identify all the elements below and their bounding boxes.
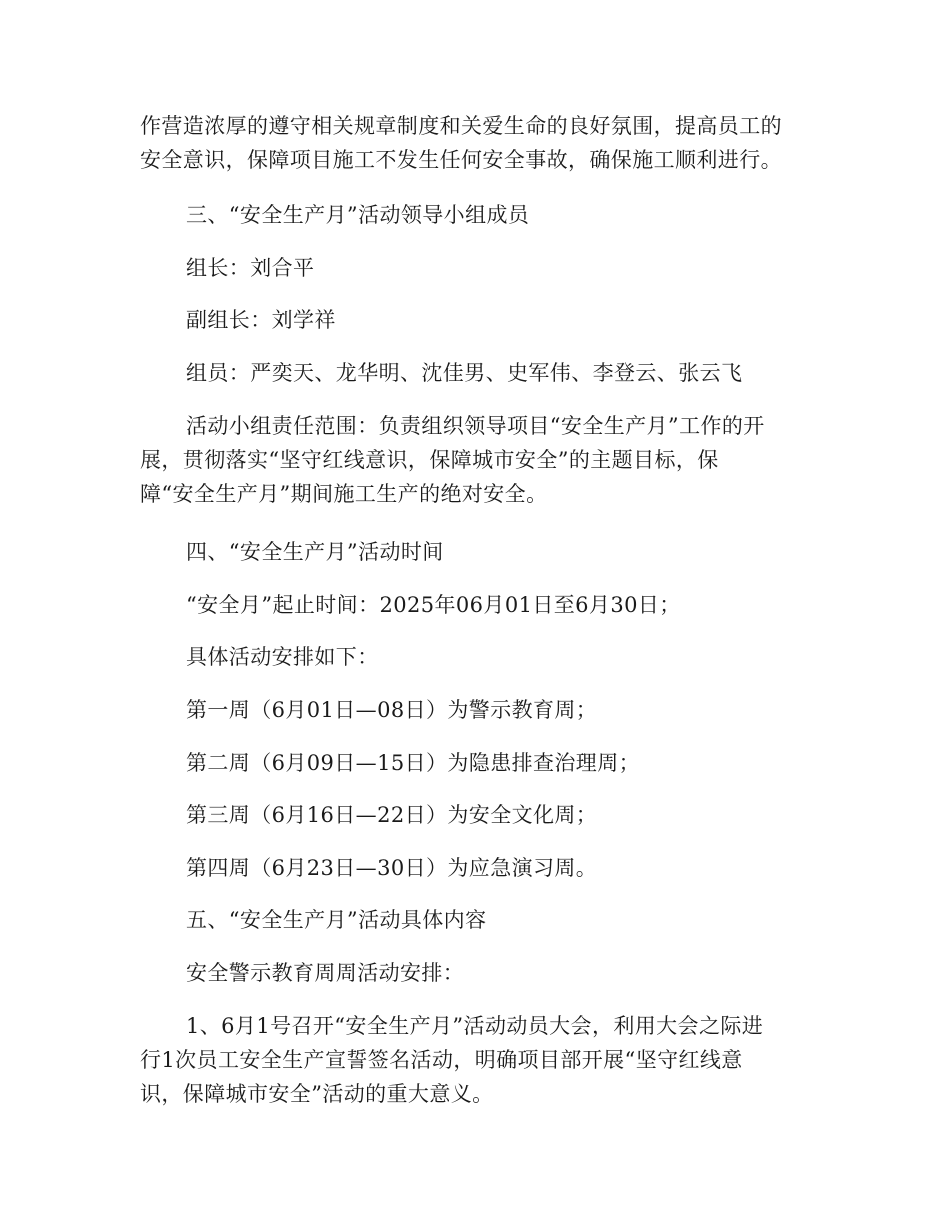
text-line: 第一周（6月01日—08日）为警示教育周；	[186, 698, 598, 722]
schedule-week-1	[140, 693, 820, 727]
schedule-week-3	[140, 798, 820, 832]
text-line: 三、“安全生产月”活动领导小组成员	[186, 203, 530, 227]
list-item-1	[140, 1009, 820, 1111]
section-3-heading	[140, 198, 820, 232]
text-line: “安全月”起止时间：2025年06月01日至6月30日；	[186, 593, 681, 617]
group-responsibility	[140, 409, 820, 511]
text-line: 安全警示教育周周活动安排：	[186, 961, 465, 985]
text-line: 作营造浓厚的遵守相关规章制度和关爱生命的良好氛围，提高员工的	[140, 114, 782, 138]
text-line: 行1次员工安全生产宣誓签名活动，明确项目部开展“坚守红线意	[140, 1048, 743, 1072]
section-4-heading	[140, 535, 820, 569]
text-line: 1、6月1号召开“安全生产月”活动动员大会，利用大会之际进	[186, 1014, 764, 1038]
text-line: 四、“安全生产月”活动时间	[186, 540, 444, 564]
warning-week-heading	[140, 956, 820, 990]
paragraph-intro-continuation	[140, 109, 820, 177]
text-line: 组长：刘合平	[186, 256, 315, 280]
text-line: 五、“安全生产月”活动具体内容	[186, 908, 487, 932]
text-line: 安全意识，保障项目施工不发生任何安全事故，确保施工顺利进行。	[140, 148, 782, 172]
group-members	[140, 356, 820, 390]
text-line: 第三周（6月16日—22日）为安全文化周；	[186, 803, 598, 827]
deputy-leader	[140, 303, 820, 337]
schedule-week-2	[140, 746, 820, 780]
group-leader	[140, 251, 820, 285]
text-line: 障“安全生产月”期间施工生产的绝对安全。	[140, 482, 548, 506]
text-line: 第二周（6月09日—15日）为隐患排查治理周；	[186, 751, 641, 775]
text-line: 具体活动安排如下：	[186, 645, 379, 669]
text-line: 活动小组责任范围：负责组织领导项目“安全生产月”工作的开	[186, 414, 765, 438]
schedule-week-4	[140, 851, 820, 885]
text-line: 副组长：刘学祥	[186, 308, 336, 332]
activity-period	[140, 588, 820, 622]
text-line: 组员：严奕天、龙华明、沈佳男、史军伟、李登云、张云飞	[186, 361, 743, 385]
schedule-intro	[140, 640, 820, 674]
section-5-heading	[140, 903, 820, 937]
text-line: 识，保障城市安全”活动的重大意义。	[140, 1082, 494, 1106]
text-line: 展，贯彻落实“坚守红线意识，保障城市安全”的主题目标，保	[140, 448, 719, 472]
text-line: 第四周（6月23日—30日）为应急演习周。	[186, 856, 598, 880]
